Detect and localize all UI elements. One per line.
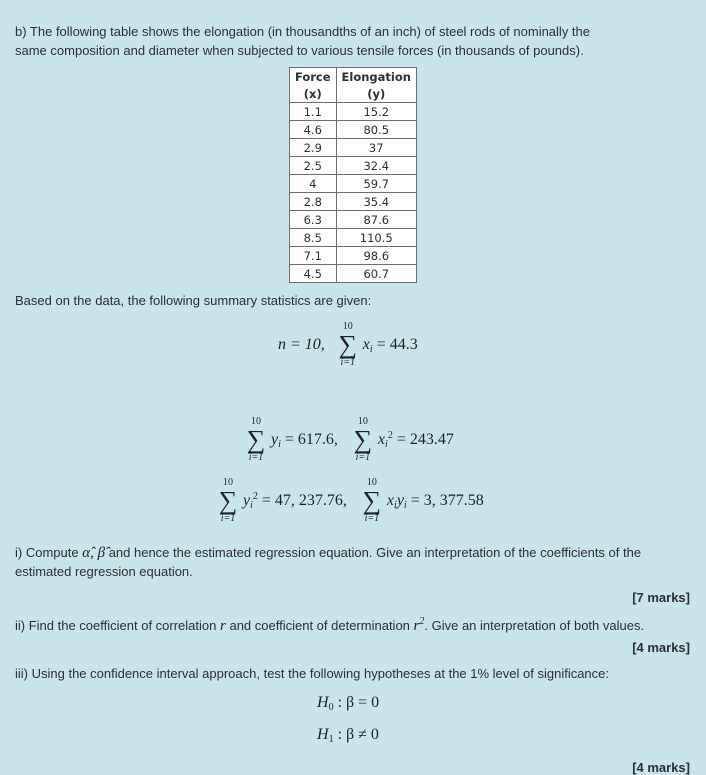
cell-y: 37 [336,139,417,157]
sum-x-value: = 44.3 [376,335,418,353]
equation-sum-y-sum-x2: 10 ∑ i=1 $y_i = 617.6$, 10 ∑ i=1 $x_i^2 = 243.47$ [246,416,454,463]
table-row [290,247,417,265]
cell-y: 98.6 [336,247,417,265]
question-1-marks: [7 marks] [632,590,690,605]
equation-sum-y2-sum-xy: 10 ∑ i=1 $y_i^2 = 47$, 237.76, 10 ∑ i=1 $x_iy_i = 3$, 377.58 [218,477,484,524]
cell-y: 110.5 [336,229,417,247]
table-header-row [290,68,417,86]
table-row [290,121,417,139]
question-2-line: ii) Find the coefficient of correlation r and coefficient of determination $r^2$. Give an interpretation of both values. [15,616,645,634]
intro-line-1: b) The following table shows the elongation (in thousandths of an inch) of steel rods of nominally the [15,24,590,39]
cell-x: 8.5 [290,229,337,247]
sum-y-value: = 617.6, [284,430,338,448]
sum-symbol: 10 ∑ i=1 [246,416,266,463]
table-row [290,193,417,211]
hypothesis-h0: $H_0$ : β = 0 [317,694,380,713]
cell-x: 1.1 [290,103,337,121]
data-table [289,67,417,283]
sum-symbol: 10 ∑ i=1 [218,477,238,524]
table-row [290,229,417,247]
header-force: Force [290,68,337,86]
cell-x: 2.9 [290,139,337,157]
table-row [290,103,417,121]
header-force-symbol: (x) [290,85,337,103]
cell-y: 35.4 [336,193,417,211]
cell-x: 4 [290,175,337,193]
equation-n-sum-x: n = 10, 10 ∑ i=1 $x_i = 44.3$ [278,321,418,368]
table-row [290,157,417,175]
cell-x: 2.5 [290,157,337,175]
cell-x: 6.3 [290,211,337,229]
sum-y2-value: = 47, 237.76, [261,492,347,509]
hypothesis-h1: $H_1$ : β ≠ 0 [317,726,379,745]
question-1-line-2: estimated regression equation. [15,564,193,579]
summary-intro: Based on the data, the following summary statistics are given: [15,293,372,308]
table-row [290,265,417,283]
sum-symbol: 10 ∑ i=1 [362,477,382,524]
table-row [290,139,417,157]
question-2-marks: [4 marks] [632,640,690,655]
table-row [290,175,417,193]
header-elongation-symbol: (y) [336,85,417,103]
cell-y: 60.7 [336,265,417,283]
sum-xy-value: = 3, 377.58 [410,491,484,509]
table-row [290,211,417,229]
cell-x: 4.6 [290,121,337,139]
cell-y: 32.4 [336,157,417,175]
question-3-line: iii) Using the confidence interval approach, test the following hypotheses at the 1% level of significance: [15,666,610,681]
sum-symbol: 10 ∑ i=1 [338,321,358,368]
question-3-marks: [4 marks] [632,760,690,775]
intro-line-2: same composition and diameter when subjected to various tensile forces (in thousands of pounds). [15,43,584,58]
sum-x2-value: = 243.47 [396,431,454,448]
sum-symbol: 10 ∑ i=1 [353,416,373,463]
cell-y: 87.6 [336,211,417,229]
cell-x: 7.1 [290,247,337,265]
cell-y: 59.7 [336,175,417,193]
cell-x: 2.8 [290,193,337,211]
question-1-line-1: i) Compute α̂, β̂ and hence the estimated regression equation. Give an interpretation of the coefficients of the [15,545,642,561]
cell-y: 15.2 [336,103,417,121]
n-value: n = 10, [278,336,325,353]
cell-y: 80.5 [336,121,417,139]
table-header-row-2 [290,85,417,103]
header-elongation: Elongation [336,68,417,86]
cell-x: 4.5 [290,265,337,283]
